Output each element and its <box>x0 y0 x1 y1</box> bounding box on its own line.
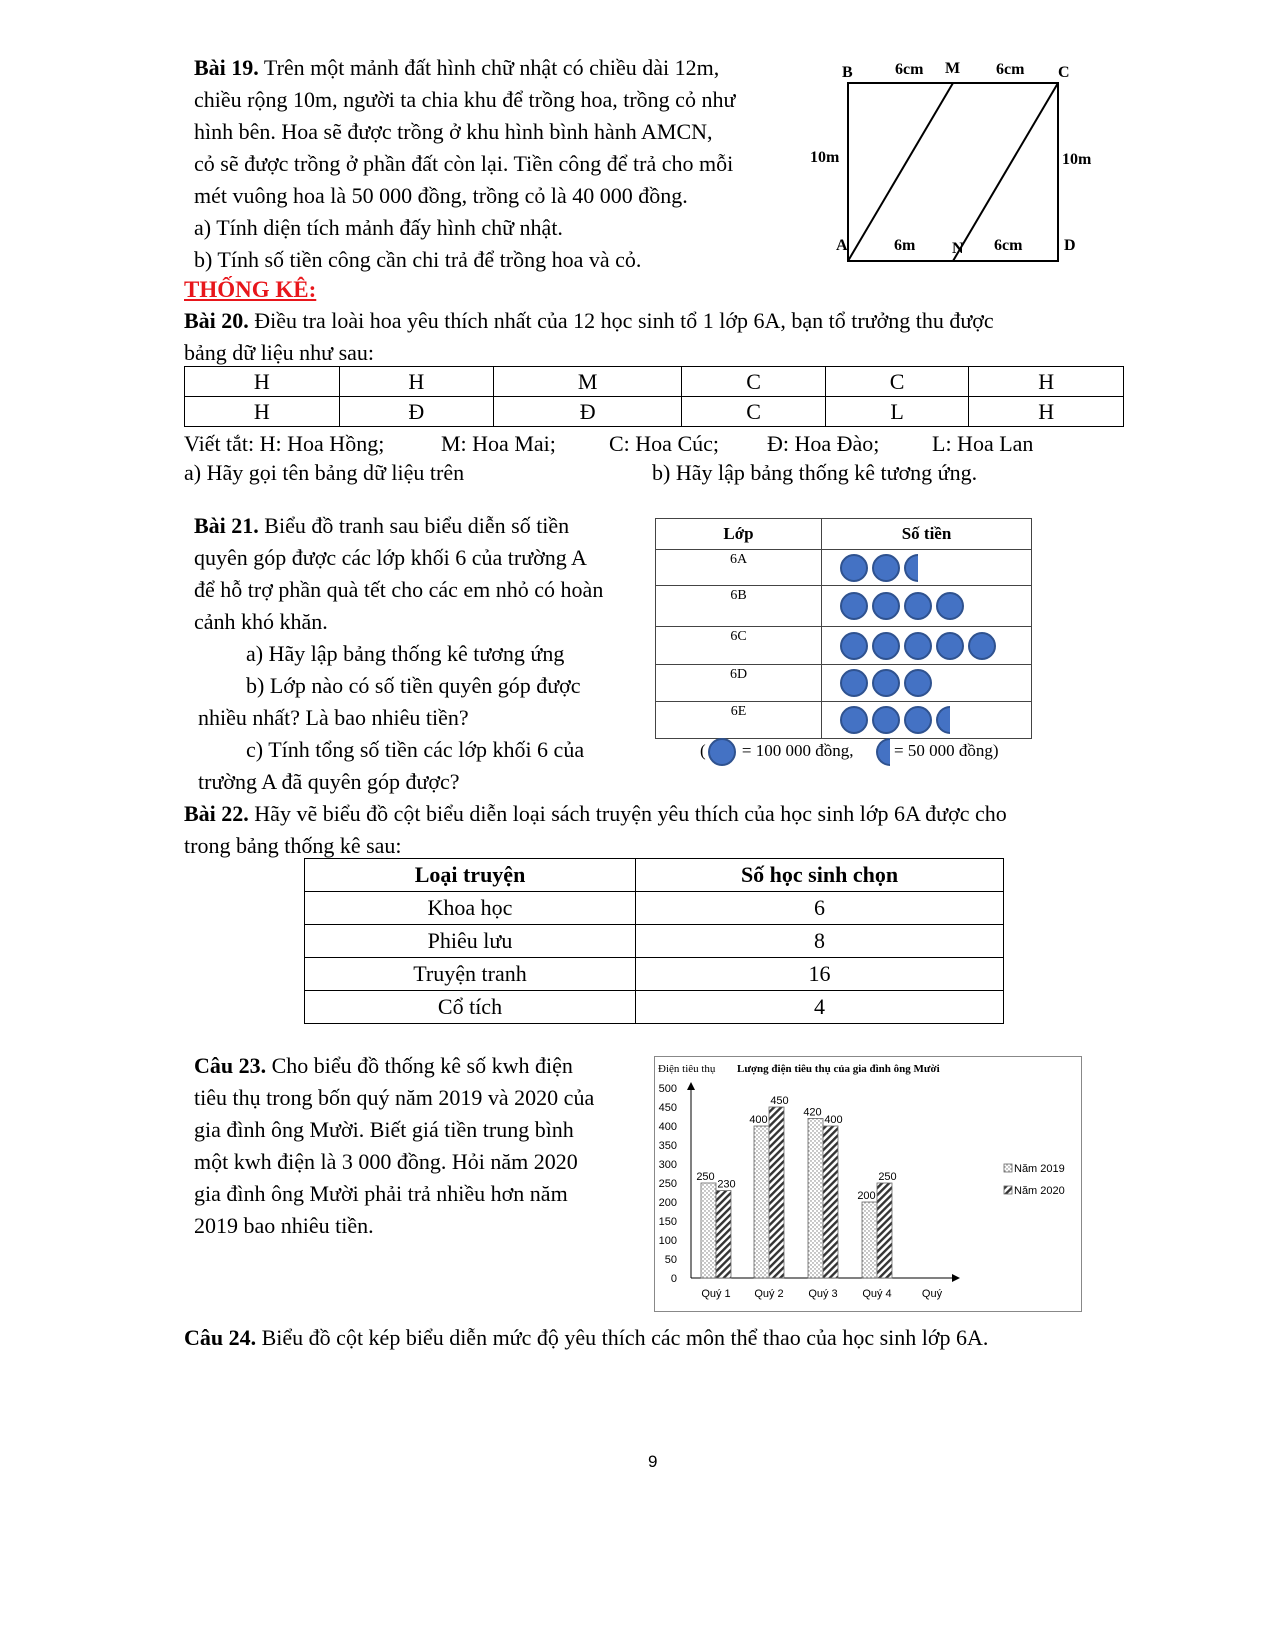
bar-2019 <box>754 1126 769 1278</box>
full-circle-icon <box>840 592 868 620</box>
legend-item: Đ: Hoa Đào; <box>767 431 880 456</box>
y-tick-label: 300 <box>658 1159 677 1171</box>
bai21-question-b-cont: nhiều nhất? Là bao nhiêu tiền? <box>198 705 469 730</box>
bai22-line: trong bảng thống kê sau: <box>184 833 402 858</box>
table-cell: C <box>682 397 826 427</box>
y-tick-label: 50 <box>664 1254 677 1266</box>
legend-item: C: Hoa Cúc; <box>609 431 719 456</box>
bar-2020 <box>877 1183 892 1278</box>
table-row <box>656 702 1032 739</box>
header-type: Loại truyện <box>305 859 636 892</box>
half-circle-icon <box>876 738 890 766</box>
table-row <box>656 550 1032 586</box>
cau23-line: tiêu thụ trong bốn quý năm 2019 và 2020 của <box>194 1085 595 1110</box>
money-icons <box>822 627 1032 665</box>
bar-2019 <box>808 1118 823 1278</box>
bai20-question-a: a) Hãy gọi tên bảng dữ liệu trên <box>184 460 465 485</box>
half-circle-icon <box>936 706 950 734</box>
full-circle-icon <box>872 706 900 734</box>
bai20-line: Điều tra loài hoa yêu thích nhất của 12 học sinh tổ 1 lớp 6A, bạn tổ trưởng thu được <box>248 308 994 333</box>
table-row <box>185 367 1124 397</box>
x-tick-label: Quý 3 <box>808 1288 838 1300</box>
abbreviation-legend <box>184 428 1124 460</box>
bai19-line: Trên một mảnh đất hình chữ nhật có chiều dài 12m, <box>258 55 720 80</box>
full-circle-icon <box>904 669 932 697</box>
data-label: 230 <box>717 1178 736 1191</box>
bai20-question-b: b) Hãy lập bảng thống kê tương ứng. <box>652 460 978 485</box>
bai21-question-c: c) Tính tổng số tiền các lớp khối 6 của <box>246 737 585 762</box>
cau23-title: Câu 23. <box>194 1053 267 1078</box>
bai21-question-b: b) Lớp nào có số tiền quyên góp được <box>246 673 581 698</box>
data-label: 200 <box>857 1190 876 1202</box>
book-stats-table <box>304 858 1004 1024</box>
money-icons <box>822 665 1032 702</box>
cau23-line: Cho biểu đồ thống kê số kwh điện <box>266 1053 573 1078</box>
table-cell: 8 <box>636 925 1004 958</box>
y-tick-label: 350 <box>658 1140 677 1152</box>
table-cell: H <box>969 397 1124 427</box>
bai21-question-a: a) Hãy lập bảng thống kê tương ứng <box>246 641 565 666</box>
y-tick-label: 0 <box>670 1273 677 1285</box>
bai22-text <box>184 798 1134 862</box>
full-circle-icon <box>936 592 964 620</box>
table-cell: Khoa học <box>305 892 636 925</box>
bai21-line: Biểu đồ tranh sau biểu diễn số tiền <box>258 513 570 538</box>
chart-ylabel: Điện tiêu thụ <box>658 1063 716 1075</box>
x-axis-label: Quý <box>921 1288 943 1300</box>
key-half-value: = 50 000 đồng) <box>889 740 999 760</box>
full-circle-icon <box>904 706 932 734</box>
header-money: Số tiền <box>822 519 1032 550</box>
cau23-line: gia đình ông Mười. Biết giá tiền trung bình <box>194 1117 574 1142</box>
y-tick-label: 450 <box>658 1102 677 1114</box>
table-cell: H <box>339 367 494 397</box>
cau23-text <box>194 1050 634 1242</box>
table-cell: L <box>825 397 969 427</box>
x-tick-label: Quý 2 <box>754 1288 784 1300</box>
cau23-line: một kwh điện là 3 000 đồng. Hỏi năm 2020 <box>194 1149 578 1174</box>
header-count: Số học sinh chọn <box>636 859 1004 892</box>
legend-swatch <box>1004 1186 1012 1194</box>
electricity-bar-chart <box>654 1056 1082 1312</box>
table-cell: H <box>185 397 340 427</box>
class-label: 6C <box>656 627 822 665</box>
half-circle-icon <box>904 554 918 582</box>
full-circle-icon <box>708 738 736 766</box>
bar-2020 <box>823 1126 838 1278</box>
bar-2019 <box>862 1202 877 1278</box>
table-header-row <box>656 519 1032 550</box>
label-C: C <box>1058 64 1070 81</box>
bai22-title: Bài 22. <box>184 801 249 826</box>
cau24-title: Câu 24. <box>184 1325 257 1350</box>
cau24-line: Biểu đồ cột kép biểu diễn mức độ yêu thích các môn thể thao của học sinh lớp 6A. <box>256 1325 989 1350</box>
table-row <box>305 925 1004 958</box>
data-label: 400 <box>824 1114 843 1126</box>
table-cell: Cổ tích <box>305 991 636 1024</box>
full-circle-icon <box>904 632 932 660</box>
bai21-title: Bài 21. <box>194 513 259 538</box>
full-circle-icon <box>904 592 932 620</box>
label-right: 10m <box>1062 151 1092 168</box>
legend-label: Năm 2020 <box>1014 1185 1065 1197</box>
y-tick-label: 200 <box>658 1197 677 1209</box>
table-cell: Đ <box>339 397 494 427</box>
table-cell: 4 <box>636 991 1004 1024</box>
label-top-left: 6cm <box>895 61 924 78</box>
full-circle-icon <box>840 669 868 697</box>
pictogram-key <box>700 738 999 766</box>
page-number: 9 <box>648 1452 658 1471</box>
y-tick-label: 400 <box>658 1121 677 1133</box>
data-label: 400 <box>749 1114 768 1126</box>
bai21-line: để hỗ trợ phần quà tết cho các em nhỏ có hoàn <box>194 577 604 602</box>
bai19-line: cỏ sẽ được trồng ở phần đất còn lại. Tiền công để trả cho mỗi <box>194 151 734 176</box>
full-circle-icon <box>968 632 996 660</box>
full-circle-icon <box>872 592 900 620</box>
label-left: 10m <box>810 149 840 166</box>
y-tick-label: 150 <box>658 1216 677 1228</box>
data-label: 420 <box>803 1106 822 1119</box>
bai21-text <box>194 510 644 798</box>
label-A: A <box>836 237 848 254</box>
full-circle-icon <box>872 632 900 660</box>
legend-item: Viết tắt: H: Hoa Hồng; <box>184 431 385 456</box>
table-row <box>305 958 1004 991</box>
flower-data-table <box>184 366 1124 427</box>
money-icons <box>822 586 1032 627</box>
legend-swatch <box>1004 1164 1012 1172</box>
pictogram-table <box>655 518 1032 739</box>
data-label: 450 <box>770 1095 789 1107</box>
table-cell: 6 <box>636 892 1004 925</box>
header-class: Lớp <box>656 519 822 550</box>
y-tick-label: 100 <box>658 1235 677 1247</box>
class-label: 6E <box>656 702 822 739</box>
full-circle-icon <box>872 669 900 697</box>
chart-title: Lượng điện tiêu thụ của gia đình ông Mười <box>737 1063 940 1075</box>
y-tick-label: 500 <box>658 1083 677 1095</box>
full-circle-icon <box>936 632 964 660</box>
table-row <box>656 586 1032 627</box>
x-tick-label: Quý 1 <box>701 1288 731 1300</box>
bai21-question-c-cont: trường A đã quyên góp được? <box>198 769 460 794</box>
table-cell: H <box>185 367 340 397</box>
data-label: 250 <box>696 1171 715 1183</box>
legend-item: M: Hoa Mai; <box>441 431 556 456</box>
bai19-question-b: b) Tính số tiền công cần chi trả để trồng hoa và cỏ. <box>194 247 642 272</box>
money-icons <box>822 702 1032 739</box>
key-open-paren: ( <box>700 740 706 760</box>
bai19-line: chiều rộng 10m, người ta chia khu để trồng hoa, trồng cỏ như <box>194 87 736 112</box>
table-cell: C <box>682 367 826 397</box>
x-tick-label: Quý 4 <box>862 1288 892 1300</box>
legend-label: Năm 2019 <box>1014 1163 1065 1175</box>
table-row <box>305 892 1004 925</box>
table-cell: Phiêu lưu <box>305 925 636 958</box>
bai20-title: Bài 20. <box>184 308 249 333</box>
bar-2019 <box>701 1183 716 1278</box>
label-top-right: 6cm <box>996 61 1025 78</box>
rectangle-figure <box>800 55 1120 265</box>
table-cell: Đ <box>494 397 682 427</box>
label-B: B <box>842 64 853 81</box>
bai19-title: Bài 19. <box>194 55 259 80</box>
data-label: 250 <box>878 1171 897 1183</box>
bai21-line: quyên góp được các lớp khối 6 của trường A <box>194 545 587 570</box>
bai22-line: Hãy vẽ biểu đồ cột biểu diễn loại sách truyện yêu thích của học sinh lớp 6A được cho <box>248 801 1007 826</box>
bai19-text <box>194 52 794 276</box>
key-full-value: = 100 000 đồng, <box>737 740 854 760</box>
bai20-text <box>184 305 1134 369</box>
full-circle-icon <box>872 554 900 582</box>
section-title: THỐNG KÊ: <box>184 277 317 302</box>
label-bottom-right: 6cm <box>994 237 1023 254</box>
table-row <box>656 627 1032 665</box>
cau24-text <box>184 1322 988 1354</box>
full-circle-icon <box>840 554 868 582</box>
label-D: D <box>1064 237 1076 254</box>
class-label: 6B <box>656 586 822 627</box>
y-tick-label: 250 <box>658 1178 677 1190</box>
table-cell: C <box>825 367 969 397</box>
table-row <box>185 397 1124 427</box>
bar-2020 <box>769 1107 784 1278</box>
label-M: M <box>945 60 961 77</box>
table-cell: H <box>969 367 1124 397</box>
cau23-line: 2019 bao nhiêu tiền. <box>194 1213 374 1238</box>
full-circle-icon <box>840 632 868 660</box>
bai19-line: mét vuông hoa là 50 000 đồng, trồng cỏ là 40 000 đồng. <box>194 183 688 208</box>
bai21-line: cảnh khó khăn. <box>194 609 328 634</box>
bar-2020 <box>716 1191 731 1278</box>
table-header-row <box>305 859 1004 892</box>
label-N: N <box>952 240 964 257</box>
bai20-line: bảng dữ liệu như sau: <box>184 340 375 365</box>
table-cell: M <box>494 367 682 397</box>
table-cell: 16 <box>636 958 1004 991</box>
table-cell: Truyện tranh <box>305 958 636 991</box>
bai19-question-a: a) Tính diện tích mảnh đấy hình chữ nhật. <box>194 215 563 240</box>
class-label: 6A <box>656 550 822 586</box>
legend-item: L: Hoa Lan <box>932 431 1034 456</box>
money-icons <box>822 550 1032 586</box>
cau23-line: gia đình ông Mười phải trả nhiều hơn năm <box>194 1181 568 1206</box>
class-label: 6D <box>656 665 822 702</box>
table-row <box>656 665 1032 702</box>
label-bottom-left: 6m <box>894 237 916 254</box>
table-row <box>305 991 1004 1024</box>
full-circle-icon <box>840 706 868 734</box>
bai19-line: hình bên. Hoa sẽ được trồng ở khu hình bình hành AMCN, <box>194 119 713 144</box>
